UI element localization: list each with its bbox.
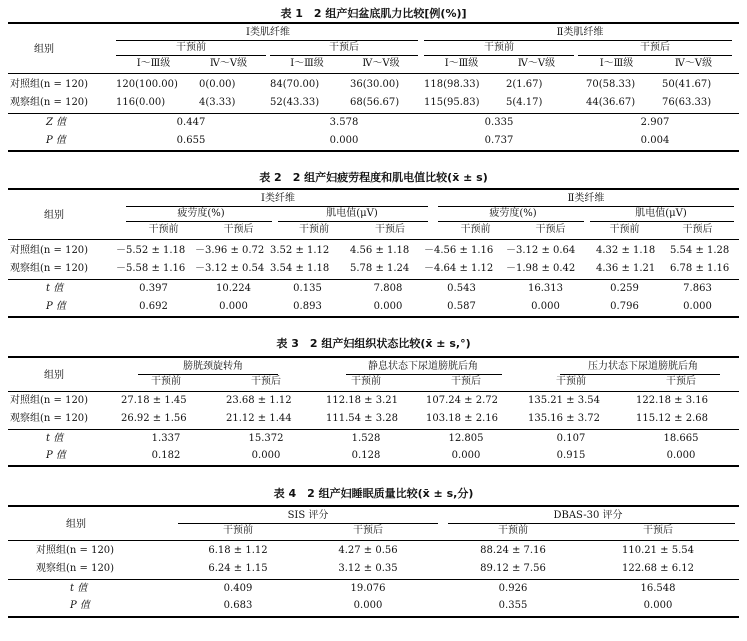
- stat-label: P 值: [46, 135, 66, 146]
- table-cell: 84(70.00): [270, 79, 320, 90]
- stat-cell: 0.000: [683, 301, 712, 312]
- stat-cell: 16.548: [640, 583, 676, 594]
- table-cell: 70(58.33): [586, 79, 636, 90]
- column-header: 干预前: [556, 376, 586, 387]
- group-header: Ⅰ类纤维: [261, 193, 295, 204]
- stat-cell: 0.692: [139, 301, 168, 312]
- stat-cell: 3.578: [329, 117, 359, 128]
- column-header: 干预前: [223, 525, 253, 536]
- stat-cell: 0.107: [556, 433, 586, 444]
- column-header: Ⅰ～Ⅲ级: [290, 58, 324, 69]
- table-cell: 3.54 ± 1.18: [270, 263, 330, 274]
- column-header: Ⅰ～Ⅲ级: [444, 58, 479, 69]
- stat-cell: 0.915: [556, 450, 586, 461]
- stat-cell: 0.543: [447, 283, 476, 294]
- stub-header: 组别: [66, 519, 86, 530]
- subgroup-header: 干预前: [484, 42, 514, 53]
- stat-cell: 19.076: [350, 583, 386, 594]
- stat-label: t 值: [46, 283, 64, 294]
- table-cell: 4.36 ± 1.21: [596, 263, 656, 274]
- stat-cell: 0.000: [451, 450, 481, 461]
- column-header: 干预后: [643, 525, 673, 536]
- stat-cell: 0.000: [643, 600, 673, 611]
- column-header: 干预后: [451, 376, 481, 387]
- table-cell: 5.78 ± 1.24: [350, 263, 410, 274]
- stub-header: 组别: [34, 44, 54, 55]
- table-cell: 4.27 ± 0.56: [338, 545, 398, 556]
- row-label: 观察组(n = 120): [10, 97, 89, 108]
- stat-label: Z 值: [46, 117, 67, 128]
- stat-cell: 16.313: [528, 283, 563, 294]
- table-cell: 116(0.00): [116, 97, 166, 108]
- table-cell: 4.56 ± 1.18: [350, 245, 410, 256]
- table-cell: 5.54 ± 1.28: [670, 245, 730, 256]
- stat-cell: 0.683: [223, 600, 253, 611]
- stat-cell: 0.000: [531, 301, 560, 312]
- stat-cell: 0.000: [373, 301, 403, 312]
- stat-cell: 0.796: [610, 301, 639, 312]
- table-cell: 6.78 ± 1.16: [670, 263, 730, 274]
- table-cell: 6.24 ± 1.15: [208, 563, 268, 574]
- column-header: 干预后: [375, 224, 405, 235]
- row-label: 观察组(n = 120): [10, 413, 89, 424]
- stat-label: P 值: [46, 450, 66, 461]
- stat-cell: 0.397: [139, 283, 168, 294]
- stat-cell: 0.259: [610, 283, 639, 294]
- table-cell: 27.18 ± 1.45: [121, 395, 187, 406]
- table-cell: 26.92 ± 1.56: [121, 413, 187, 424]
- column-header: Ⅰ～Ⅲ级: [136, 58, 171, 69]
- stat-cell: 7.808: [373, 283, 403, 294]
- stat-cell: 7.863: [683, 283, 712, 294]
- table-cell: －1.98 ± 0.42: [506, 263, 576, 274]
- subgroup-header: 肌电值(μV): [326, 208, 378, 219]
- stat-cell: 0.128: [351, 450, 381, 461]
- table-cell: 118(98.33): [424, 79, 480, 90]
- column-header: 干预后: [223, 224, 254, 235]
- group-header: Ⅱ类肌纤维: [556, 27, 604, 38]
- table-3: [8, 356, 739, 466]
- stat-cell: 0.355: [498, 600, 528, 611]
- table-4-title: 表 4 2 组产妇睡眠质量比较(x̄ ± s,分): [273, 487, 474, 500]
- subgroup-header: 肌电值(μV): [635, 208, 687, 219]
- table-2-title: 表 2 2 组产妇疲劳程度和肌电值比较(x̄ ± s): [259, 171, 488, 184]
- table-cell: 4(3.33): [199, 97, 236, 108]
- column-header: Ⅳ～Ⅴ级: [517, 58, 556, 69]
- table-cell: 135.16 ± 3.72: [528, 413, 600, 424]
- stat-cell: 15.372: [248, 433, 284, 444]
- stat-label: t 值: [70, 583, 88, 594]
- top-rule: [8, 22, 739, 24]
- table-cell: －5.58 ± 1.16: [116, 263, 186, 274]
- stat-cell: 0.000: [219, 301, 248, 312]
- stat-cell: 0.004: [640, 135, 670, 146]
- table-cell: 2(1.67): [506, 79, 543, 90]
- stat-cell: 0.737: [484, 135, 514, 146]
- row-label: 对照组(n = 120): [36, 545, 115, 556]
- row-label: 对照组(n = 120): [10, 79, 89, 90]
- row-label: 对照组(n = 120): [10, 245, 89, 256]
- table-cell: 36(30.00): [350, 79, 400, 90]
- table-cell: 122.18 ± 3.16: [636, 395, 708, 406]
- table-cell: 88.24 ± 7.16: [480, 545, 546, 556]
- table-cell: 112.18 ± 3.21: [326, 395, 398, 406]
- table-cell: 6.18 ± 1.12: [208, 545, 268, 556]
- table-cell: 3.52 ± 1.12: [270, 245, 330, 256]
- column-header: 干预前: [151, 376, 181, 387]
- stat-cell: 10.224: [216, 283, 251, 294]
- group-header: 静息状态下尿道膀胱后角: [368, 361, 478, 372]
- table-cell: 0(0.00): [199, 79, 236, 90]
- stat-cell: 0.893: [293, 301, 322, 312]
- stub-header: 组别: [44, 370, 64, 381]
- table-cell: －3.12 ± 0.64: [506, 245, 576, 256]
- group-header: 压力状态下尿道膀胱后角: [588, 361, 698, 372]
- column-header: 干预前: [609, 224, 640, 235]
- column-header: 干预后: [353, 525, 383, 536]
- table-cell: 68(56.67): [350, 97, 400, 108]
- table-cell: 23.68 ± 1.12: [226, 395, 292, 406]
- column-header: 干预后: [251, 376, 281, 387]
- table-cell: 4.32 ± 1.18: [596, 245, 656, 256]
- stat-cell: 1.337: [151, 433, 181, 444]
- stat-cell: 2.907: [640, 117, 670, 128]
- table-cell: 120(100.00): [116, 79, 178, 90]
- stub-header: 组别: [44, 210, 64, 221]
- stat-cell: 0.000: [666, 450, 696, 461]
- group-header: DBAS-30 评分: [553, 510, 623, 521]
- table-1: [8, 22, 739, 152]
- table-cell: 122.68 ± 6.12: [622, 563, 694, 574]
- stat-cell: 12.805: [448, 433, 484, 444]
- stat-cell: 1.528: [351, 433, 381, 444]
- subgroup-header: 干预前: [176, 42, 206, 53]
- table-cell: 115.12 ± 2.68: [636, 413, 708, 424]
- table-cell: 115(95.83): [424, 97, 480, 108]
- group-header: Ⅰ类肌纤维: [246, 27, 290, 38]
- row-label: 观察组(n = 120): [36, 563, 115, 574]
- table-cell: 110.21 ± 5.54: [622, 545, 694, 556]
- column-header: 干预前: [460, 224, 491, 235]
- table-cell: －3.12 ± 0.54: [195, 263, 265, 274]
- table-cell: 5(4.17): [506, 97, 543, 108]
- subgroup-header: 疲劳度(%): [489, 208, 537, 219]
- stat-label: P 值: [46, 301, 66, 312]
- table-cell: 111.54 ± 3.28: [326, 413, 398, 424]
- table-cell: 50(41.67): [662, 79, 712, 90]
- stat-cell: 0.587: [447, 301, 476, 312]
- stat-cell: 0.135: [293, 283, 322, 294]
- stat-cell: 0.409: [223, 583, 253, 594]
- table-cell: －4.56 ± 1.16: [424, 245, 494, 256]
- table-cell: 76(63.33): [662, 97, 712, 108]
- table-1-title: 表 1 2 组产妇盆底肌力比较[例(%)]: [280, 7, 467, 20]
- column-header: 干预后: [666, 376, 696, 387]
- stat-cell: 0.655: [176, 135, 206, 146]
- stat-cell: 18.665: [663, 433, 699, 444]
- table-4: [8, 505, 739, 617]
- group-header: SIS 评分: [287, 510, 329, 521]
- bottom-rule: [8, 150, 739, 152]
- table-2: [8, 188, 739, 318]
- column-header: 干预后: [535, 224, 566, 235]
- column-header: 干预前: [498, 525, 528, 536]
- stat-cell: 0.000: [329, 135, 359, 146]
- stat-cell: 0.447: [176, 117, 206, 128]
- stat-label: P 值: [70, 600, 90, 611]
- stat-cell: 0.335: [484, 117, 514, 128]
- column-header: Ⅳ～Ⅴ级: [362, 58, 400, 69]
- table-cell: －3.96 ± 0.72: [195, 245, 265, 256]
- table-cell: 44(36.67): [586, 97, 636, 108]
- group-header: Ⅱ类纤维: [567, 193, 605, 204]
- row-label: 观察组(n = 120): [10, 263, 89, 274]
- column-header: 干预前: [351, 376, 381, 387]
- row-label: 对照组(n = 120): [10, 395, 89, 406]
- table-cell: 3.12 ± 0.35: [338, 563, 398, 574]
- table-cell: 21.12 ± 1.44: [226, 413, 292, 424]
- column-header: 干预前: [148, 224, 179, 235]
- table-cell: 52(43.33): [270, 97, 320, 108]
- stat-cell: 0.000: [353, 600, 383, 611]
- subgroup-header: 疲劳度(%): [177, 208, 225, 219]
- table-cell: 135.21 ± 3.54: [528, 395, 600, 406]
- table-cell: 89.12 ± 7.56: [480, 563, 546, 574]
- column-header: 干预后: [682, 224, 713, 235]
- group-header: 膀胱颈旋转角: [183, 361, 243, 372]
- table-cell: －5.52 ± 1.18: [116, 245, 186, 256]
- table-cell: －4.64 ± 1.12: [424, 263, 494, 274]
- column-header: Ⅰ～Ⅲ级: [599, 58, 634, 69]
- subgroup-header: 干预后: [329, 42, 359, 53]
- stat-cell: 0.926: [498, 583, 528, 594]
- stat-cell: 0.000: [251, 450, 281, 461]
- table-cell: 103.18 ± 2.16: [426, 413, 498, 424]
- table-cell: 107.24 ± 2.72: [426, 395, 498, 406]
- column-header: 干预前: [299, 224, 329, 235]
- table-3-title: 表 3 2 组产妇组织状态比较(x̄ ± s,°): [276, 337, 471, 350]
- column-header: Ⅳ～Ⅴ级: [674, 58, 713, 69]
- column-header: Ⅳ～Ⅴ级: [209, 58, 248, 69]
- stat-cell: 0.182: [151, 450, 181, 461]
- subgroup-header: 干预后: [640, 42, 670, 53]
- stat-label: t 值: [46, 433, 64, 444]
